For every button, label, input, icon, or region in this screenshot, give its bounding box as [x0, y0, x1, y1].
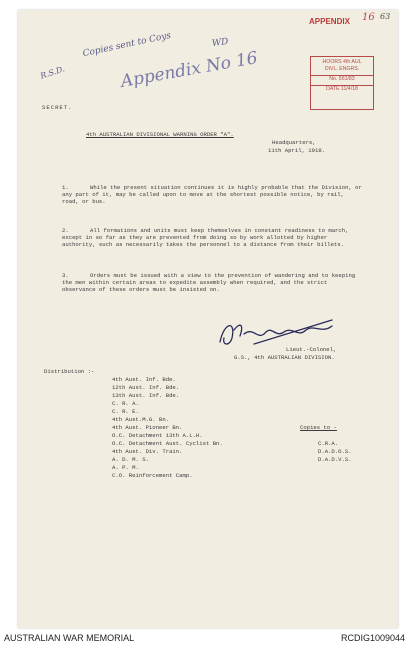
footer-id: RCDIG1009044 [340, 633, 405, 643]
distribution-item: A. D. M. S. [112, 456, 149, 463]
receipt-stamp [310, 56, 374, 110]
order-title: 4th AUSTRALIAN DIVISIONAL WARNING ORDER "A". [86, 131, 234, 138]
paragraph-2-number: 2. [62, 227, 69, 234]
handwritten-wd: WD [211, 36, 230, 50]
distribution-item: O.C. Detachment Aust. Cyclist Bn. [112, 440, 223, 447]
signatory-title: G.S., 4th AUSTRALIAN DIVISION. [234, 354, 335, 361]
distribution-item: C. R. E. [112, 408, 139, 415]
paragraph-1-number: 1. [62, 184, 69, 191]
distribution-label: Distribution :- [44, 368, 95, 375]
stamp-line-2: DIVL. ENGRS. [324, 66, 360, 72]
paragraph-3: Orders must be issued with a view to the prevention of wandering and to keeping the men within certain areas to expedite assembly when required, and the strict observance of these orders must be insisted on. [62, 272, 356, 294]
footer-source: AUSTRALIAN WAR MEMORIAL [4, 633, 135, 643]
distribution-item: 4th Aust.M.G. Bn. [112, 416, 170, 423]
signatory-rank: Lieut.-Colonel, [286, 346, 337, 353]
distribution-item: 4th Aust. Div. Train. [112, 448, 183, 455]
handwritten-initials: R.S.D. [39, 64, 66, 81]
distribution-item: C. R. A. [112, 400, 139, 407]
copies-item: D.A.D.V.S. [318, 456, 352, 463]
order-date: 11th April, 1918. [268, 147, 326, 154]
copies-item: D.A.D.O.S. [318, 448, 352, 455]
appendix-label: APPENDIX [309, 17, 350, 26]
handwritten-note: Copies sent to Coys [81, 30, 172, 60]
classification: SECRET. [42, 104, 73, 111]
paragraph-2: All formations and units must keep themselves in constant readiness to march, except in so far as they are prevented from doing so by work allotted by higher authority, such as necessarily takes the personnel to a distance from their billets. [62, 227, 349, 249]
stamp-line-1: HOORS 4th AUL [322, 59, 362, 65]
distribution-item: C.O. Reinforcement Camp. [112, 472, 193, 479]
distribution-item: 13th Aust. Inf. Bde. [112, 392, 180, 399]
stamp-line-3: No. 561/83 [311, 75, 373, 83]
paragraph-1: While the present situation continues it is highly probable that the Division, or any part of it, may be called upon to move at the shortest possible notice, by rail, road, or bus. [62, 184, 362, 206]
distribution-item: 4th Aust. Inf. Bde. [112, 376, 176, 383]
location: Headquarters, [272, 139, 316, 146]
appendix-number: 16 [362, 12, 375, 23]
paragraph-3-number: 3. [62, 272, 69, 279]
distribution-item: A. P. M. [112, 464, 139, 471]
archive-ref: 63 [380, 12, 391, 21]
copies-item: C.R.A. [318, 440, 339, 447]
handwritten-appendix: Appendix No 16 [119, 48, 260, 92]
distribution-item: 12th Aust. Inf. Bde. [112, 384, 180, 391]
distribution-item: 4th Aust. Pioneer Bn. [112, 424, 183, 431]
copies-label: Copies to - [300, 424, 337, 431]
distribution-item: O.C. Detachment 13th A.L.H. [112, 432, 203, 439]
stamp-line-4: DATE 11/4/18 [311, 85, 373, 93]
